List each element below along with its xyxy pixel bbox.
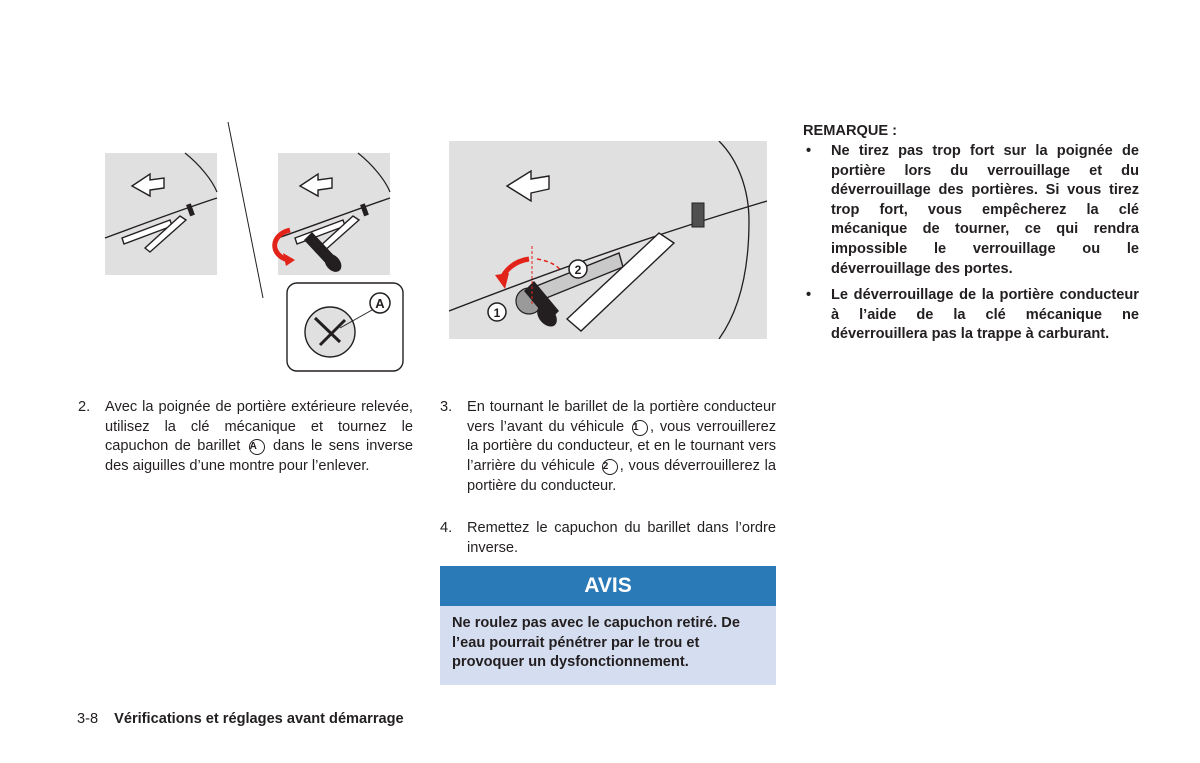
step-text: Avec la poignée de portière extérieure relevée, utilisez la clé mécanique et tournez le capuchon de barillet A dans le sens inverse des aiguilles d’une montre pour l’enlever. [105,399,413,475]
remarque-item: • Le déverrouillage de la portière conducteur à l’aide de la clé mécanique ne déverrouillera pas la trappe à carburant. [803,286,1139,345]
step-2 [78,398,413,477]
handle-illustration-left [100,120,420,380]
page-footer [77,711,404,727]
handle-illustration-right [449,141,767,339]
figure-left [100,120,420,380]
step-text: Remettez le capuchon du barillet dans l’ordre inverse. [467,520,776,556]
avis-text: Ne roulez pas avec le capuchon retiré. De l’eau pourrait pénétrer par le trou et provoquer un dysfonctionnement. [440,606,776,685]
step-text: En tournant le barillet de la portière conducteur vers l’avant du véhicule 1 , vous verrouillerez la portière du conducteur, et en le tournant vers l’arrière du véhicule 2 , vous déverrouillerez la portière du conducteur. [467,399,776,494]
remarque-section [803,123,1139,352]
callout-a: A [375,296,385,311]
remarque-item: • Ne tirez pas trop fort sur la poignée de portière lors du verrouillage et du déverrouillage des portières. Si vous tirez trop fort, vous empêcherez la clé mécanique de tourner, ce qui rendra impossible le verrouillage ou le déverrouillage des portes. [803,142,1139,279]
step-3 [440,398,776,497]
remarque-title: REMARQUE : [803,123,898,139]
figure-right [449,141,767,339]
avis-box [440,566,776,685]
marker-1: 1 [632,420,648,436]
remarque-list [803,142,1139,345]
callout-2: 2 [574,263,582,277]
step-number: 4. [440,520,453,536]
marker-a: A [249,439,265,455]
step-number: 3. [440,399,453,415]
callout-1: 1 [493,306,501,320]
section-title: Vérifications et réglages avant démarrage [114,711,404,727]
avis-title: AVIS [440,566,776,606]
step-number: 2. [78,399,91,415]
marker-2: 2 [602,459,618,475]
step-4 [440,519,776,558]
page-number: 3-8 [77,711,99,727]
